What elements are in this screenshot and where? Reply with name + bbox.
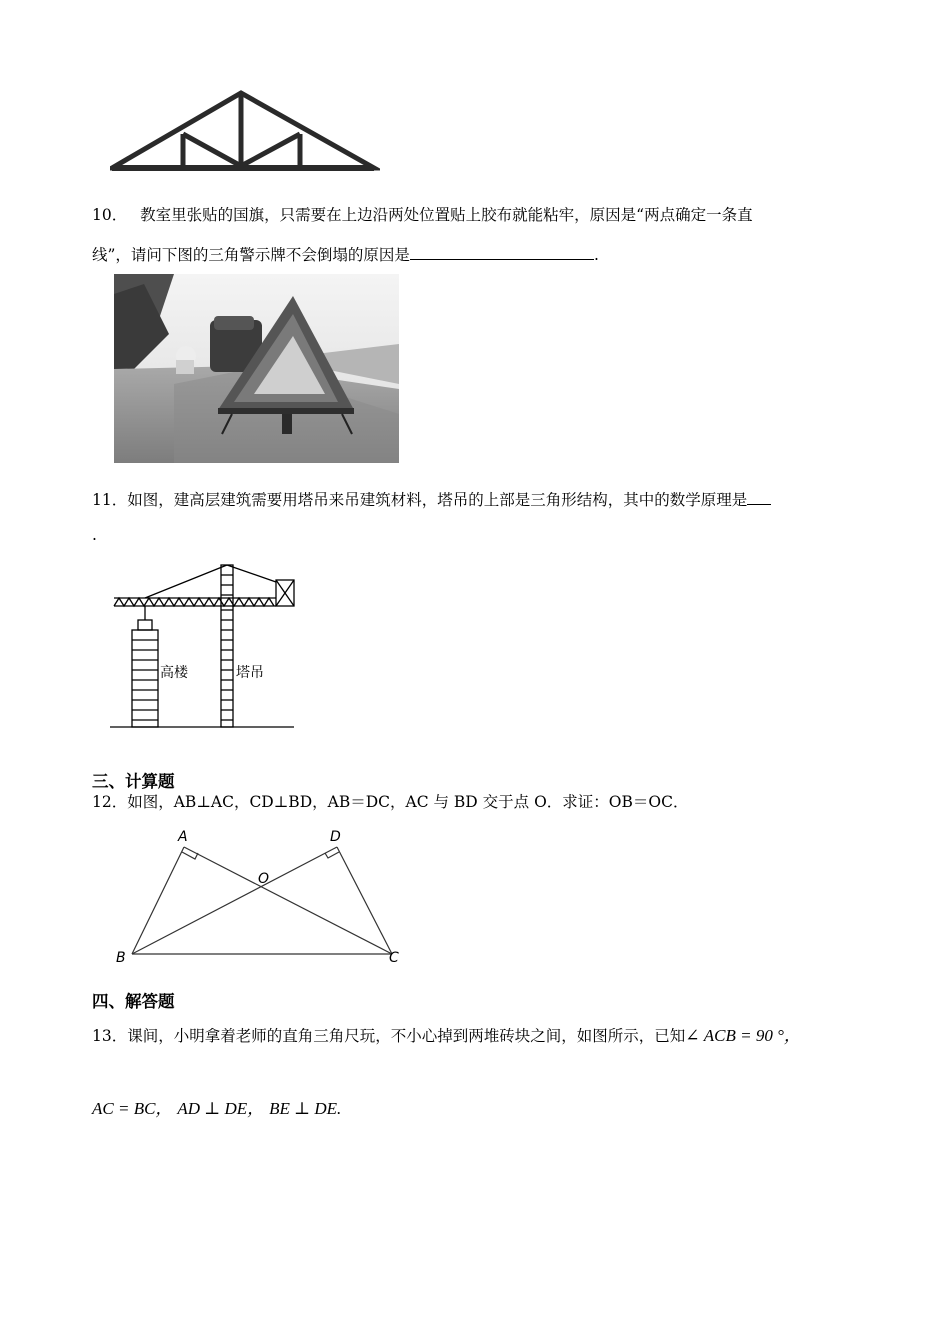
- q10-end: .: [593, 246, 599, 264]
- q12-geometry-figure: [112, 826, 407, 968]
- q10-text-line1: 教室里张贴的国旗，只需要在上边沿两处位置贴上胶布就能粘牢，原因是“两点确定一条直: [140, 206, 753, 224]
- q10-answer-blank[interactable]: [410, 243, 594, 260]
- q13-condition-be-de: BE ⊥ DE.: [269, 1099, 342, 1118]
- point-label-b: B: [116, 950, 126, 966]
- q11-end: .: [92, 526, 97, 544]
- q13-line2: [92, 1099, 341, 1119]
- point-label-o: O: [258, 871, 270, 887]
- q13-line1: [92, 1026, 801, 1046]
- q11-answer-blank[interactable]: [747, 488, 771, 505]
- q11-number: 11．: [92, 491, 128, 509]
- q13-condition-ad-de: AD ⊥ DE，: [177, 1099, 265, 1118]
- crane-label-building: 高楼: [160, 665, 188, 681]
- q10-text-line2: 线”，请问下图的三角警示牌不会倒塌的原因是: [92, 246, 410, 264]
- q10-number: 10．: [92, 206, 128, 224]
- q12-line: [92, 792, 688, 812]
- tower-crane-diagram: [108, 560, 298, 732]
- point-label-c: C: [389, 950, 399, 966]
- q13-number: 13．: [92, 1027, 128, 1045]
- q11-text: 如图，建高层建筑需要用塔吊来吊建筑材料，塔吊的上部是三角形结构，其中的数学原理是: [127, 491, 748, 509]
- q10-line2: [92, 243, 599, 265]
- q12-number: 12．: [92, 793, 128, 811]
- q11-line1: [92, 488, 771, 510]
- point-label-d: D: [330, 829, 341, 845]
- q13-condition-ac-bc: AC = BC，: [92, 1099, 173, 1118]
- q12-text: 如图，AB⊥AC，CD⊥BD，AB＝DC，AC 与 BD 交于点 O．求证：OB＝OC．: [127, 793, 689, 811]
- q13-text: 课间，小明拿着老师的直角三角尺玩，不小心掉到两堆砖块之间，如图所示，已知: [127, 1027, 686, 1045]
- section-4-heading: 四、解答题: [92, 992, 175, 1011]
- crane-label-crane: 塔吊: [236, 665, 264, 681]
- point-label-a: A: [178, 829, 188, 845]
- q13-angle-condition: ∠ ACB = 90 °，: [685, 1026, 801, 1045]
- section-3-heading: 三、计算题: [92, 772, 175, 791]
- warning-triangle-photo: [114, 274, 399, 463]
- q10-line1: [92, 205, 753, 225]
- roof-truss-figure: [110, 88, 380, 174]
